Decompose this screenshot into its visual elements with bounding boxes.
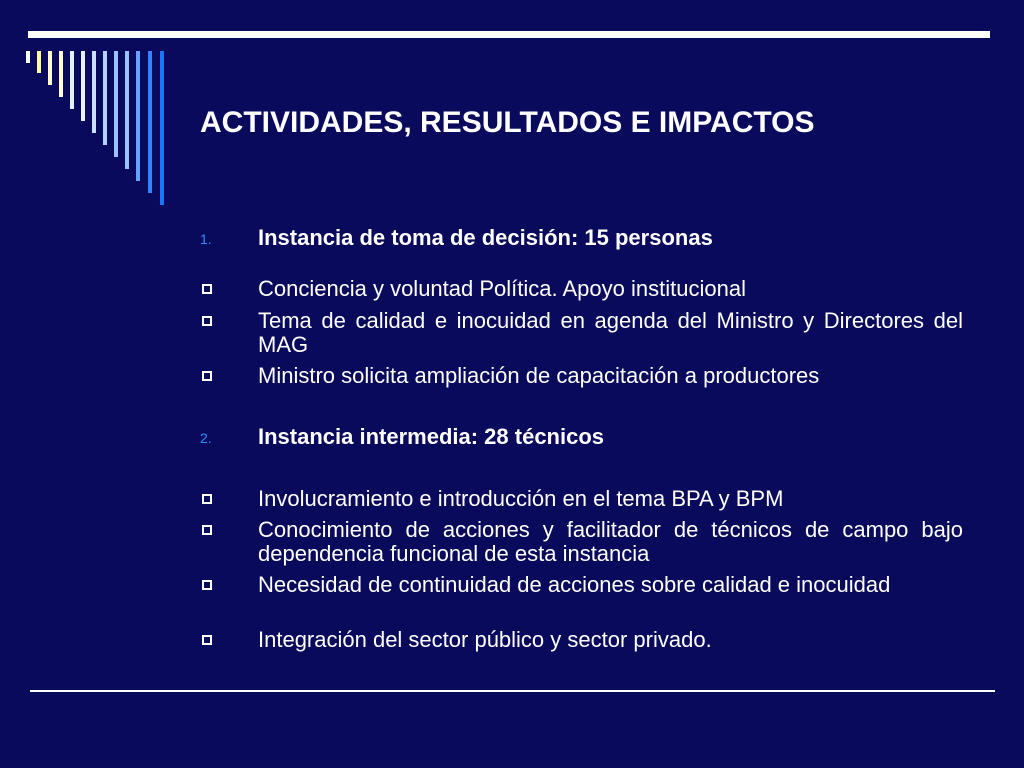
square-bullet-icon [202,284,212,294]
stripe-1 [26,51,30,63]
stripe-11 [136,51,140,181]
stripe-4 [59,51,63,97]
decorative-stripes [0,0,180,215]
section-1-number: 1. [200,231,212,247]
bullet-text: Tema de calidad e inocuidad en agenda del Ministro y Directores del MAG [258,308,963,357]
stripe-10 [125,51,129,169]
bullet-text: Involucramiento e introducción en el tema BPA y BPM [258,486,784,511]
stripe-13 [160,51,164,205]
section-1-heading: Instancia de toma de decisión: 15 personas [258,225,713,250]
stripe-2 [37,51,41,73]
square-bullet-icon [202,525,212,535]
bottom-divider-line [30,690,995,692]
stripe-8 [103,51,107,145]
bullet-text: Integración del sector público y sector privado. [258,627,712,652]
stripe-9 [114,51,118,157]
bullet-text: Conciencia y voluntad Política. Apoyo institucional [258,276,746,301]
square-bullet-icon [202,316,212,326]
square-bullet-icon [202,635,212,645]
square-bullet-icon [202,371,212,381]
bullet-text: Ministro solicita ampliación de capacitación a productores [258,363,820,388]
stripe-12 [148,51,152,193]
stripe-3 [48,51,52,85]
section-2-heading: Instancia intermedia: 28 técnicos [258,424,605,449]
stripe-7 [92,51,96,133]
square-bullet-icon [202,580,212,590]
bullet-text: Conocimiento de acciones y facilitador de técnicos de campo bajo dependencia funcional de esta instancia [258,517,963,566]
stripe-6 [81,51,85,121]
slide-title: ACTIVIDADES, RESULTADOS E IMPACTOS [200,106,815,139]
stripe-5 [70,51,74,109]
bullet-text: Necesidad de continuidad de acciones sobre calidad e inocuidad [258,572,891,597]
square-bullet-icon [202,494,212,504]
section-2-number: 2. [200,430,212,446]
